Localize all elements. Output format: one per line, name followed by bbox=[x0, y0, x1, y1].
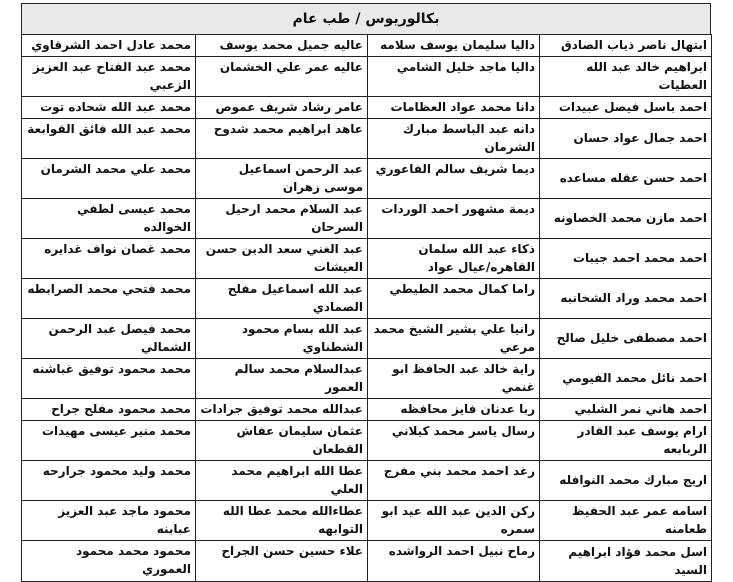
table-cell: محمود ماجد عبد العزيز عبابنه bbox=[22, 501, 196, 541]
table-row bbox=[22, 57, 712, 97]
table-cell: محمد وليد محمود جرارحه bbox=[22, 461, 196, 501]
table-cell: محمد فتحي محمد الصرابطه bbox=[22, 279, 196, 319]
table-row bbox=[22, 501, 712, 541]
table-row bbox=[22, 359, 712, 399]
table-cell: ابراهيم خالد عبد الله العطيات bbox=[540, 57, 712, 97]
table-row bbox=[22, 159, 712, 199]
table-row bbox=[22, 399, 712, 421]
document-sheet bbox=[21, 0, 711, 577]
table-cell: دانا محمد عواد العظامات bbox=[368, 97, 540, 119]
table-cell: محمد منير عيسى مهيدات bbox=[22, 421, 196, 461]
table-cell: احمد مصطفى خليل صالح bbox=[540, 319, 712, 359]
table-cell: ديما شريف سالم الفاعوري bbox=[368, 159, 540, 199]
table-cell: محمد عيسى لطفي الخوالده bbox=[22, 199, 196, 239]
table-cell: محمد غصان نواف غدايره bbox=[22, 239, 196, 279]
table-cell: عبد الرحمن اسماعيل موسى زهران bbox=[196, 159, 368, 199]
table-cell: عبدالله محمد توفيق جرادات bbox=[196, 399, 368, 421]
table-cell: عبد الغني سعد الدين حسن العيشات bbox=[196, 239, 368, 279]
table-row bbox=[22, 239, 712, 279]
table-cell: عامر رشاد شريف عموص bbox=[196, 97, 368, 119]
table-cell: احمد نائل محمد الفيومي bbox=[540, 359, 712, 399]
table-row bbox=[22, 541, 712, 582]
table-cell: دانه عبد الباسط مبارك الشرمان bbox=[368, 119, 540, 159]
table-cell: علاء حسين حسن الجراح bbox=[196, 541, 368, 582]
table-cell: محمد فيصل عبد الرحمن الشمالي bbox=[22, 319, 196, 359]
table-cell: عطاءالله محمد عطا الله التوابهه bbox=[196, 501, 368, 541]
table-row bbox=[22, 119, 712, 159]
table-cell: عثمان سليمان عفاش القطعان bbox=[196, 421, 368, 461]
table-cell: محمد محمود مفلح جراح bbox=[22, 399, 196, 421]
table-cell: احمد باسل فيصل عبيدات bbox=[540, 97, 712, 119]
table-row bbox=[22, 461, 712, 501]
table-cell: رماح نبيل احمد الرواشده bbox=[368, 541, 540, 582]
table-row bbox=[22, 199, 712, 239]
table-cell: احمد مازن محمد الخصاونه bbox=[540, 199, 712, 239]
table-cell: رانيا علي بشير الشيخ محمد مرعي bbox=[368, 319, 540, 359]
table-cell: احمد محمد وراد الشخانبه bbox=[540, 279, 712, 319]
table-cell: ابتهال ناصر ذياب الصادق bbox=[540, 35, 712, 57]
table-cell: محمد محمود توفيق غباشنه bbox=[22, 359, 196, 399]
table-cell: ذكاء عبد الله سلمان القاهره/عيال عواد bbox=[368, 239, 540, 279]
table-cell: رسال ياسر محمد كيلاني bbox=[368, 421, 540, 461]
table-cell: عبد الله اسماعيل مفلح الصمادي bbox=[196, 279, 368, 319]
table-cell: داليا ماجد خليل الشامي bbox=[368, 57, 540, 97]
table-row bbox=[22, 319, 712, 359]
table-cell: داليا سليمان يوسف سلامه bbox=[368, 35, 540, 57]
table-cell: عطا الله ابراهيم محمد العلي bbox=[196, 461, 368, 501]
table-cell: محمد عبد الله شحاده توت bbox=[22, 97, 196, 119]
table-title: بكالوريوس / طب عام bbox=[21, 3, 711, 35]
table-cell: ارام يوسف عبد القادر الربابعه bbox=[540, 421, 712, 461]
table-cell: اريج مبارك محمد النوافله bbox=[540, 461, 712, 501]
table-cell: احمد هاني نمر الشلبي bbox=[540, 399, 712, 421]
table-cell: محمد عبد الله فائق القوابعة bbox=[22, 119, 196, 159]
table-cell: محمد عادل احمد الشرقاوي bbox=[22, 35, 196, 57]
table-cell: محمد عبد الفتاح عبد العزيز الزعبي bbox=[22, 57, 196, 97]
table-cell: راية خالد عبد الحافظ ابو غنمي bbox=[368, 359, 540, 399]
table-cell: محمد علي محمد الشرمان bbox=[22, 159, 196, 199]
table-cell: عبدالسلام محمد سالم العمور bbox=[196, 359, 368, 399]
table-cell: عبد السلام محمد ارحيل السرحان bbox=[196, 199, 368, 239]
table-row bbox=[22, 421, 712, 461]
names-table bbox=[21, 34, 712, 582]
table-cell: عاليه عمر علي الخشمان bbox=[196, 57, 368, 97]
table-cell: احمد جمال عواد حسان bbox=[540, 119, 712, 159]
table-cell: ربا عدنان فايز محافظه bbox=[368, 399, 540, 421]
table-cell: اسامه عمر عبد الحفيظ طعامنه bbox=[540, 501, 712, 541]
table-cell: ديمة مشهور احمد الوردات bbox=[368, 199, 540, 239]
table-cell: احمد حسن عقله مساعده bbox=[540, 159, 712, 199]
table-row bbox=[22, 279, 712, 319]
table-cell: عاليه جميل محمد يوسف bbox=[196, 35, 368, 57]
table-cell: راما كمال محمد الطيطي bbox=[368, 279, 540, 319]
table-row bbox=[22, 35, 712, 57]
table-cell: احمد محمد احمد جيبات bbox=[540, 239, 712, 279]
table-cell: عبد الله بسام محمود الشطناوي bbox=[196, 319, 368, 359]
table-cell: محمود محمد محمود العموري bbox=[22, 541, 196, 582]
table-cell: عاهد ابراهيم محمد شدوح bbox=[196, 119, 368, 159]
table-row bbox=[22, 97, 712, 119]
table-cell: رغد احمد محمد بني مفرج bbox=[368, 461, 540, 501]
table-cell: اسل محمد فؤاد ابراهيم السيد bbox=[540, 541, 712, 582]
table-cell: ركن الدين عبد الله عيد ابو سمره bbox=[368, 501, 540, 541]
